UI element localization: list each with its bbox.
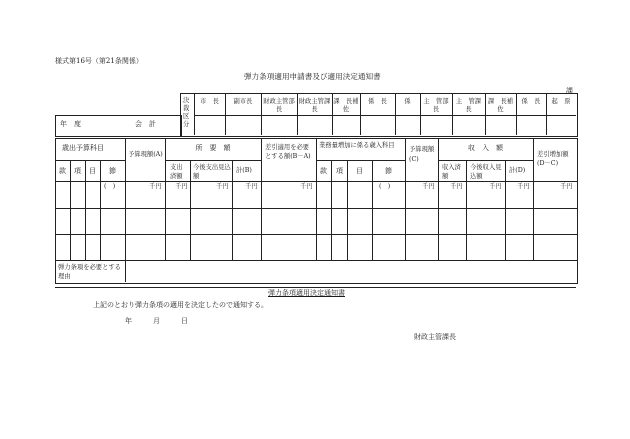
unit-label-10: 千円 [560,183,573,190]
notice-date: 年 月 日 [125,317,188,325]
budget-sub-setsu: 節 [109,167,116,175]
unit-label-8: 千円 [489,183,502,190]
approval-cell-11: 係 長 [521,98,541,105]
expended-header: 支出済額 [170,164,183,180]
approval-cell-10: 課 長補 佐 [487,98,520,113]
unit-label-6: 千円 [422,183,435,190]
notice-body: 上記のとおり弾力条項の適用を決定したので通知する。 [93,301,268,309]
document-title: 弾力条項適用申請書及び適用決定通知書 [244,72,381,81]
income-received-header: 収入済額 [442,164,461,180]
dept-suffix: 課 [566,87,573,95]
unit-label-3: 千円 [216,183,229,190]
paren-marker-left: ( ) [104,183,116,190]
year-label: 年 度 [60,120,81,128]
form-number: 様式第16号（第21条関係） [55,57,143,65]
reason-label: 弾力条項を必要とする理由 [58,264,121,280]
revenue-sub-moku: 目 [356,167,363,175]
approval-cell-9: 主 管課 長 [455,98,488,113]
budget-sub-kan: 款 [59,167,66,175]
budget-amount-c: 予算現額(C) [409,146,435,163]
revenue-sub-kou: 項 [336,167,343,175]
unit-label-5: 千円 [300,183,313,190]
diff-ba-header: 差引適用を必要とする額(B－A) [265,144,311,160]
approval-header: 決裁区分 [183,97,190,128]
unit-label-4: 千円 [245,183,258,190]
account-label: 会 計 [135,120,156,128]
diff-dc-header: 差引増加額(D－C) [537,151,569,167]
unit-label-9: 千円 [517,183,530,190]
approval-cell-6: 係 長 [368,98,387,105]
total-d-header: 計(D) [509,167,526,174]
unit-label-1: 千円 [149,183,162,190]
approval-cell-4: 財政主管課長 [298,98,331,113]
total-b-header: 計(B) [236,167,252,174]
budget-sub-moku: 目 [89,167,96,175]
budget-sub-kou: 項 [74,167,81,175]
approval-cell-2: 副市長 [233,98,253,105]
approval-cell-5: 課 長補 佐 [333,98,365,113]
future-income-header: 今後収入見込額 [470,164,502,180]
budget-item-header: 歳出予算科目 [62,144,104,152]
revenue-subject-header: 業務量増加に係る歳入科目 [319,142,395,149]
unit-label-2: 千円 [175,183,188,190]
future-expense-header: 今後支出見込額 [193,164,231,180]
budget-amount-a: 予算現額(A) [128,151,163,158]
approval-cell-3: 財政主管部長 [263,98,295,113]
notice-divider [55,287,576,288]
notice-signer: 財政主管課長 [414,333,456,341]
approval-cell-7: 係 [404,98,411,105]
approval-cell-12: 起 票 [551,98,571,105]
paren-marker-right: ( ) [379,183,391,190]
approval-cell-1: 市 長 [200,98,219,105]
required-amount-header: 所 要 額 [195,144,231,152]
revenue-sub-setsu: 節 [385,167,392,175]
approval-cell-8: 主 管部 長 [423,98,455,113]
unit-label-7: 千円 [450,183,463,190]
notice-title: 弾力条項適用決定通知書 [268,289,345,297]
revenue-sub-kan: 款 [320,167,327,175]
income-amount-header: 収 入 額 [468,144,503,152]
